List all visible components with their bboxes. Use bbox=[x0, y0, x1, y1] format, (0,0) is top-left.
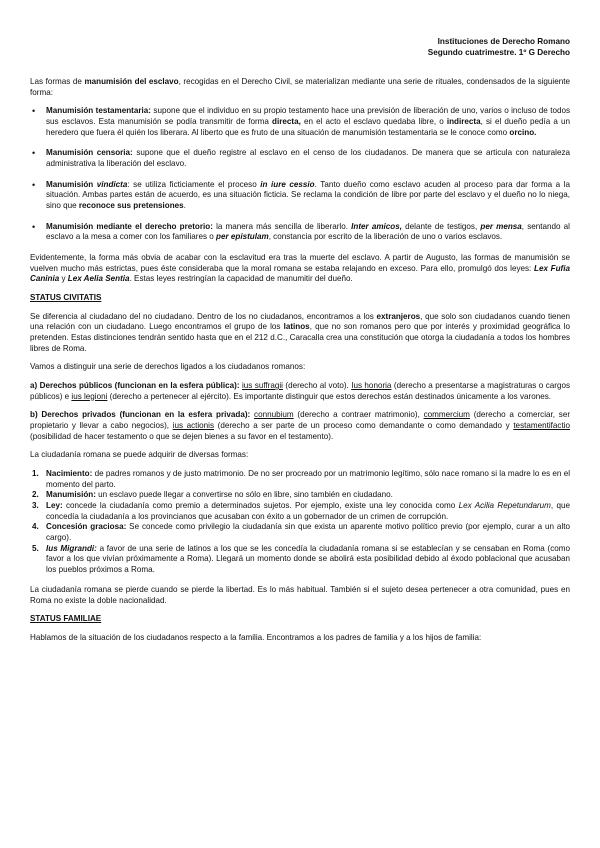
list-item-ley bbox=[30, 501, 570, 522]
text: , constancia por escrito de la liberación de uno o varios esclavos. bbox=[268, 232, 503, 242]
bullet-icon: • bbox=[32, 179, 36, 190]
text: (derecho a pertenecer al ejército). Es importante distinguir que estos derechos están destinados únicamente a los varones. bbox=[107, 391, 551, 401]
text: , que solo son ciudadanos cuando tienen una relación con un ciudadano. Luego encontramos el grupo de los bbox=[30, 311, 571, 332]
bullet-item-censoria bbox=[30, 148, 570, 169]
document-header bbox=[30, 36, 570, 59]
item-title: Manumisión bbox=[46, 179, 97, 189]
augusto-paragraph bbox=[30, 253, 570, 285]
bullet-item-pretorio bbox=[30, 222, 570, 243]
item-number: 3. bbox=[32, 501, 39, 511]
latin-term: connubium bbox=[254, 410, 294, 420]
text: , sentando al esclavo a la mesa a comer con los familiares o bbox=[46, 221, 570, 242]
text: (posibilidad de hacer testamento o que se dejen bienes a su favor en el testamento). bbox=[30, 431, 334, 441]
adquisicion-list bbox=[30, 469, 570, 576]
item-title: Ius Migrandi: bbox=[46, 543, 97, 553]
item-number: 2. bbox=[32, 490, 39, 500]
item-title: Manumisión testamentaria: bbox=[46, 106, 151, 116]
derechos-publicos bbox=[30, 381, 570, 402]
list-item-concesion bbox=[30, 522, 570, 543]
latin-term: Ius honoria bbox=[351, 381, 392, 391]
pierde-paragraph: La ciudadanía romana se pierde cuando se pierde la libertad. Es lo más habitual. También si el sujeto desea pertenecer a otra comunidad, pues en Roma no existe la doble nacionalidad. bbox=[30, 584, 570, 605]
item-title: Manumisión censoria: bbox=[46, 148, 133, 158]
item-title: Manumisión mediante el derecho pretorio: bbox=[46, 221, 213, 231]
text: Las formas de bbox=[30, 76, 85, 86]
latin-term: Inter amicos, bbox=[351, 221, 403, 231]
bold-term: extranjeros bbox=[376, 311, 421, 321]
text: delante de testigos, bbox=[402, 221, 481, 231]
bold-term: reconoce sus pretensiones bbox=[78, 201, 184, 211]
latin-term: ius legioni bbox=[71, 391, 108, 401]
item-title: Manumisión: bbox=[46, 490, 96, 500]
item-number: 4. bbox=[32, 522, 39, 532]
course-title: Instituciones de Derecho Romano bbox=[437, 37, 570, 46]
section-heading-status-familiae: STATUS FAMILIAE bbox=[30, 614, 102, 624]
law-name: Lex Acilia Repetundarum bbox=[458, 501, 551, 511]
latin-term: in iure cessio bbox=[260, 179, 315, 189]
subsection-title: b) Derechos privados (funcionan en la esfera privada): bbox=[30, 410, 251, 420]
text: (derecho a presentarse a magistraturas o cargos públicos) e bbox=[30, 381, 570, 401]
text: un esclavo puede llegar a convertirse no sólo en libre, sino también en ciudadano. bbox=[95, 490, 393, 500]
text: de padres romanos y de justo matrimonio. De no ser procreado por un matrimonio legítimo, sólo nace romano si la madre lo es en el momento del parto. bbox=[46, 469, 570, 489]
item-title: Nacimiento: bbox=[46, 469, 93, 479]
law-name: Lex Aelia Sentia bbox=[67, 274, 130, 284]
bullet-icon: • bbox=[32, 148, 36, 159]
bullet-icon: • bbox=[32, 221, 36, 232]
text: Se diferencia al ciudadano del no ciudadano. Dentro de los no ciudadanos, encontramos a los bbox=[30, 311, 377, 321]
derechos-privados bbox=[30, 410, 570, 442]
list-item-nacimiento bbox=[30, 469, 570, 490]
bold-term: latinos bbox=[283, 322, 310, 332]
list-item-manumision bbox=[30, 490, 570, 501]
derechos-intro: Vamos a distinguir una serie de derechos ligados a los ciudadanos romanos: bbox=[30, 362, 306, 372]
list-item-ius-migrandi bbox=[30, 544, 570, 576]
text: la manera más sencilla de liberarlo. bbox=[212, 221, 352, 231]
adquirir-intro: La ciudadanía romana se puede adquirir de diversas formas: bbox=[30, 450, 249, 460]
text: . Estas leyes restringían la capacidad de manumitir del dueño. bbox=[129, 274, 353, 284]
law-name: Lex Fufia Caninia bbox=[30, 263, 570, 284]
latin-term: commercium bbox=[423, 410, 470, 420]
bullet-item-testamentaria bbox=[30, 106, 570, 138]
text: , si el dueño pedía a un heredero que fuera él quién los liberara. Al liberto que es fruto de una situación de manumisión testamentaria se le conoce como bbox=[46, 116, 571, 137]
latin-term: ius suffragii bbox=[241, 381, 283, 391]
text: supone que el dueño registre al esclavo en el censo de los ciudadanos. De manera que se articula con naturaleza administrativa la liberación del esclavo. bbox=[46, 148, 571, 168]
item-title: Ley: bbox=[46, 501, 63, 511]
bullet-item-vindicta bbox=[30, 180, 570, 212]
text: (derecho a ser parte de un proceso como demandante o como demandado y bbox=[214, 421, 514, 431]
text: supone que el individuo en su propio testamento hace una previsión de liberación de uno, varios o incluso de todos sus esclavos. Esta manumisión se podía transmitir de forma bbox=[46, 106, 570, 126]
course-term: Segundo cuatrimestre. 1º G Derecho bbox=[427, 48, 570, 58]
bold-term: manumisión del esclavo bbox=[84, 76, 179, 86]
text: : se utiliza ficticiamente el proceso bbox=[127, 179, 261, 189]
item-number: 5. bbox=[32, 543, 39, 553]
bold-term: orcino. bbox=[509, 127, 537, 137]
text: . bbox=[183, 201, 186, 211]
text: Evidentemente, la forma más obvia de acabar con la esclavitud era tras la muerte del esclavo. A partir de Augusto, las formas de manumisión se vuelven mucho más estrictas, pues éste consideraba que la moral romana se estaba relajando en exceso. Para ello, promulgó dos leyes: bbox=[30, 253, 570, 273]
text: concede la ciudadanía como premio a determinados sujetos. Por ejemplo, existe una ley conocida como bbox=[62, 501, 459, 511]
item-number: 1. bbox=[32, 469, 39, 479]
text: y bbox=[59, 274, 68, 284]
text: , que no son romanos pero que por interés y proximidad geográfica lo pretenden. Estas distinciones tendrán sentido hasta que en el 212 d.C., Caracalla crea una constitución que otorga la ciudadanía a todos los hombres libres de Roma. bbox=[30, 322, 570, 353]
text: Se concede como privilegio la ciudadanía sin que exista un aparente motivo político previo (por ejemplo, curar a un alto cargo). bbox=[46, 522, 570, 543]
bullet-icon: • bbox=[32, 106, 36, 117]
latin-term: testamentifactio bbox=[513, 421, 570, 431]
intro-paragraph bbox=[30, 77, 570, 98]
text: (derecho al voto). bbox=[282, 381, 352, 391]
text: , que concedía la ciudadanía a los provincianos que acusaban con éxito a un gobernador de un crimen de corrupción. bbox=[46, 501, 570, 521]
text: (derecho a contraer matrimonio), bbox=[293, 410, 424, 420]
text: , recogidas en el Derecho Civil, se materializan mediante una serie de rituales, condensados de la siguiente forma: bbox=[30, 76, 570, 97]
text: (derecho a comerciar, ser propietario y llevar a cabo negocios), bbox=[30, 410, 571, 431]
latin-term: per mensa bbox=[480, 221, 522, 231]
text: . Tanto dueño como esclavo acuden al proceso para dar forma a la situación. Ambas partes están de acuerdo, es una situación ficticia. Se reclama la condición de libre por parte del esclavo y el dueño no lo niega, sino que bbox=[46, 179, 570, 211]
text: a favor de una serie de latinos a los que se les concedía la ciudadanía romana si se establecían y se censaban en Roma (como favor a los que vivían próximamente a Roma). Llegará un momento donde se abolirá esta posibilidad debido al éxodo poblacional que acusaban los pueblos próximos a Roma. bbox=[46, 543, 570, 575]
latin-term: per epistulam bbox=[216, 232, 269, 242]
bold-term: directa, bbox=[272, 116, 301, 126]
bold-term: indirecta bbox=[446, 116, 481, 126]
section-heading-status-civitatis: STATUS CIVITATIS bbox=[30, 293, 102, 303]
item-title-italic: vindicta bbox=[96, 179, 128, 189]
item-title: Concesión graciosa: bbox=[46, 522, 127, 532]
familiae-paragraph: Hablamos de la situación de los ciudadanos respecto a la familia. Encontramos a los padres de familia y a los hijos de familia: bbox=[30, 632, 482, 642]
text: en el acto el esclavo quedaba libre, o bbox=[300, 116, 447, 126]
latin-term: ius actionis bbox=[172, 421, 215, 431]
subsection-title: a) Derechos públicos (funcionan en la esfera pública): bbox=[30, 381, 240, 391]
civitatis-paragraph bbox=[30, 312, 570, 355]
